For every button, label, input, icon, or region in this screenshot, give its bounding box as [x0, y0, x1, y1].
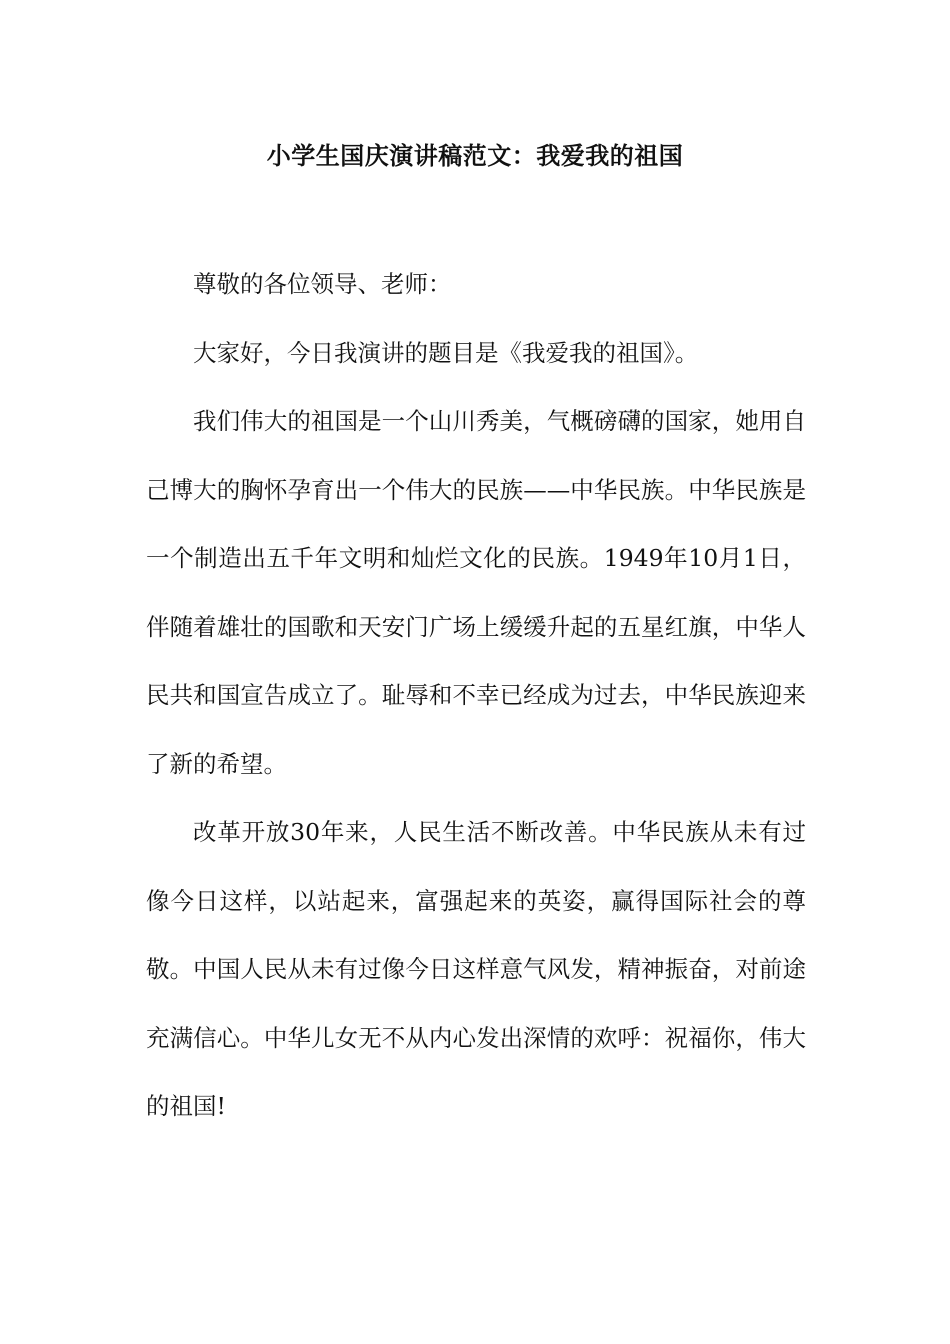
paragraph-salutation: 尊敬的各位领导、老师：: [193, 270, 452, 298]
page-title: 小学生国庆演讲稿范文：我爱我的祖国: [266, 141, 684, 170]
paragraph-history: 我们伟大的祖国是一个山川秀美，气概磅礴的国家，她用自己博大的胸怀孕育出一个伟大的民族——中华民族。中华民族是一个制造出五千年文明和灿烂文化的民族。1949年10月1日，伴随着雄壮的国歌和天安门广场上缓缓升起的五星红旗，中华人民共和国宣告成立了。耻辱和不幸已经成为过去，中华民族迎来了新的希望。: [146, 407, 806, 778]
paragraph-reform: 改革开放30年来，人民生活不断改善。中华民族从未有过像今日这样，以站起来，富强起来的英姿，赢得国际社会的尊敬。中国人民从未有过像今日这样意气风发，精神振奋，对前途充满信心。中华儿女无不从内心发出深情的欢呼：祝福你，伟大的祖国!: [146, 818, 806, 1120]
document-body: [146, 250, 806, 1141]
paragraph-greeting: 大家好，今日我演讲的题目是《我爱我的祖国》。: [193, 338, 699, 367]
